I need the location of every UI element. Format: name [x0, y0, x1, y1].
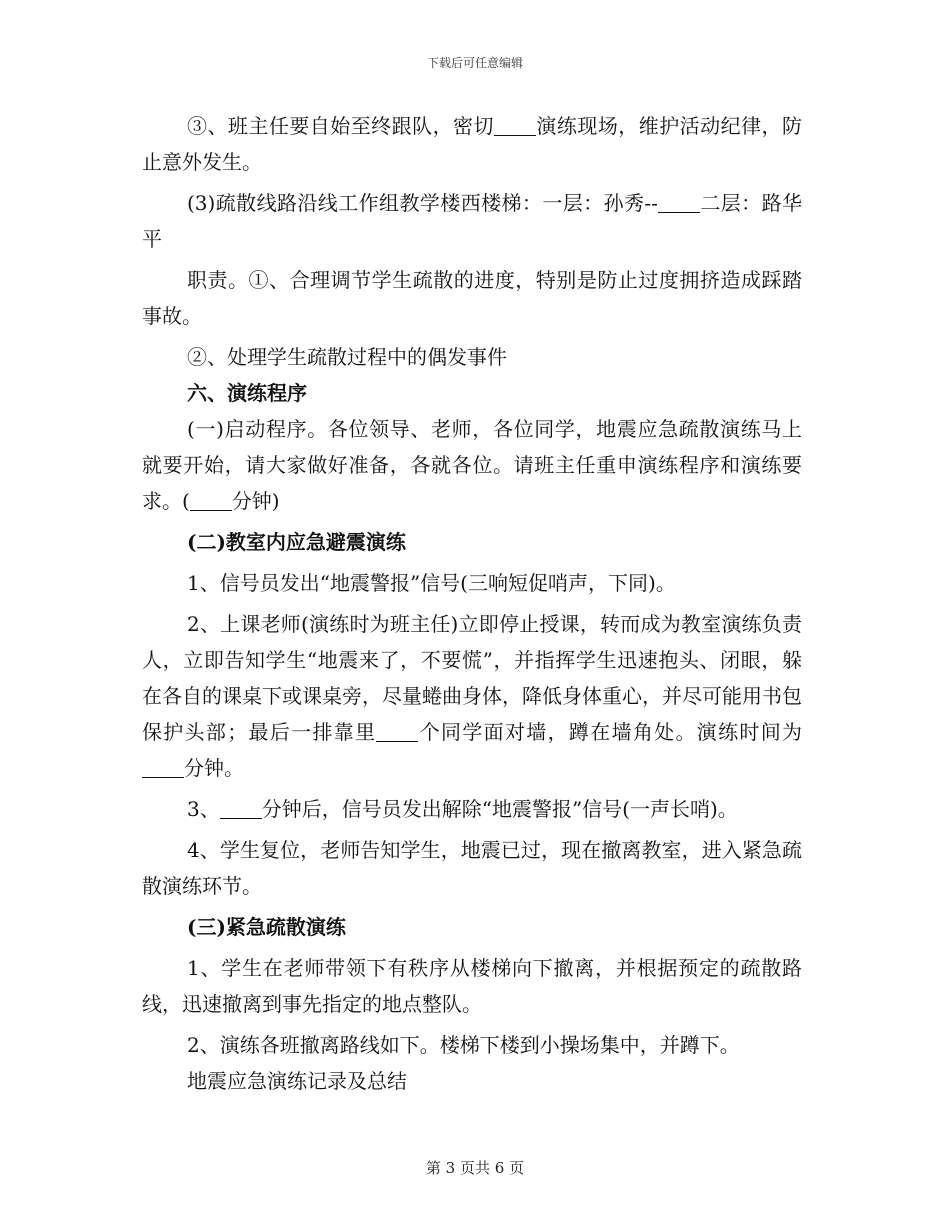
- paragraph-evacuation-route: [142, 185, 802, 257]
- text: 3、: [187, 797, 220, 821]
- section-heading-drill-procedure: 六、演练程序: [187, 381, 307, 405]
- fill-blank: [220, 796, 262, 819]
- fill-blank: [494, 113, 536, 136]
- fill-blank: [142, 755, 184, 778]
- paragraph-step-4: 4、学生复位，老师告知学生，地震已过，现在撤离教室，进入紧急疏散演练环节。: [142, 838, 802, 898]
- page-header: 下载后可任意编辑: [426, 56, 523, 70]
- text: 分钟后，信号员发出解除“地震警报”信号(一声长哨)。: [261, 797, 738, 821]
- text: 分钟): [231, 489, 280, 513]
- subheading-evacuation-drill: (三)紧急疏散演练: [187, 915, 346, 939]
- paragraph-step-3: [142, 791, 802, 827]
- page-footer: 第 3 页共 6 页: [425, 1159, 525, 1177]
- document-body: [142, 108, 802, 1099]
- text: (一)启动程序。各位领导、老师，各位同学，地震应急疏散演练马上就要开始，请大家做好准备，各就各位。请班主任重申演练程序和演练要求。(: [142, 417, 802, 513]
- paragraph-step-1: 1、信号员发出“地震警报”信号(三响短促哨声，下同)。: [187, 571, 676, 595]
- paragraph-startup: [142, 411, 802, 519]
- text: 二层：路华平: [142, 191, 803, 251]
- fill-blank: [376, 719, 418, 742]
- fill-blank: [658, 190, 700, 213]
- paragraph-record-summary: 地震应急演练记录及总结: [187, 1069, 407, 1093]
- subheading-classroom-drill: (二)教室内应急避震演练: [187, 530, 406, 554]
- text: ③、班主任要自始至终跟队，密切: [187, 114, 494, 138]
- paragraph-step-2: [142, 606, 802, 786]
- paragraph-evac-step-1: 1、学生在老师带领下有秩序从楼梯向下撤离，并根据预定的疏散路线，迅速撤离到事先指定的地点整队。: [142, 956, 802, 1016]
- text: 个同学面对墙，蹲在墙角处。演练时间为: [418, 720, 803, 744]
- paragraph-duties: 职责。①、合理调节学生疏散的进度，特别是防止过度拥挤造成踩踏事故。: [142, 268, 802, 328]
- paragraph-class-teacher: [142, 108, 802, 180]
- fill-blank: [190, 488, 232, 511]
- text: 2、上课老师(演练时为班主任)立即停止授课，转而成为教室演练负责人，立即告知学生“地震来了，不要慌”，并指挥学生迅速抱头、闭眼，躲在各自的课桌下或课桌旁，尽量蜷曲身体，降低身体重心，并尽可能用书包保护头部；最后一排靠里: [142, 612, 802, 744]
- text: (3)疏散线路沿线工作组教学楼西楼梯：一层：孙秀--: [187, 191, 658, 215]
- text: 演练现场，维护活动纪律，防止意外发生。: [142, 114, 803, 174]
- paragraph-evac-step-2: 2、演练各班撤离路线如下。楼梯下楼到小操场集中，并蹲下。: [187, 1033, 740, 1057]
- paragraph-incidents: ②、处理学生疏散过程中的偶发事件: [187, 345, 507, 369]
- text: 分钟。: [184, 756, 244, 780]
